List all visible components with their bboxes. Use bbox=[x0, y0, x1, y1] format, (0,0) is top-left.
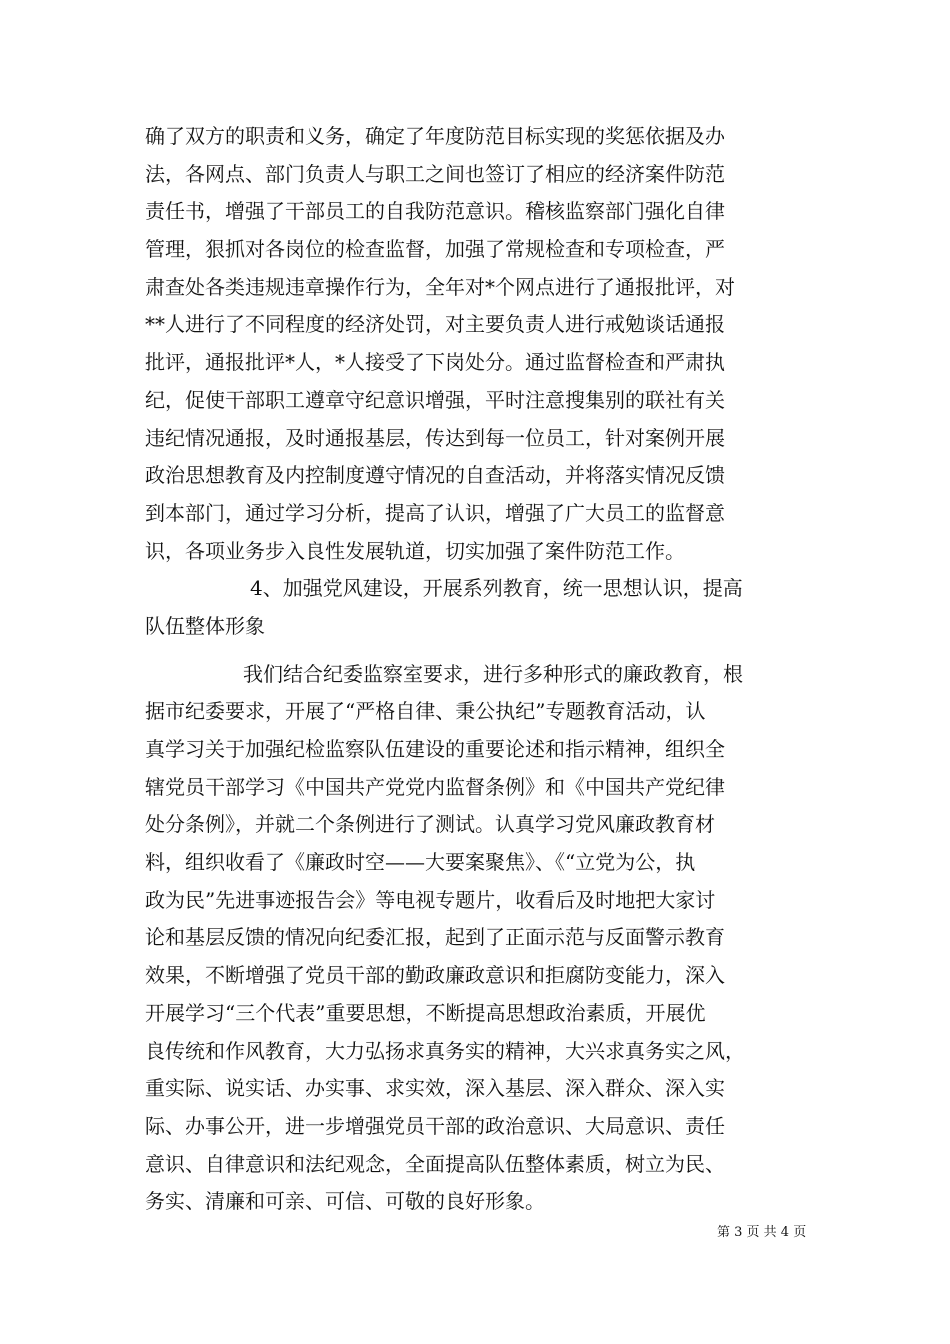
paragraph-line: 政为民”先进事迹报告会》等电视专题片，收看后及时地把大家讨 bbox=[145, 887, 716, 912]
paragraph-line: 重实际、说实话、办实事、求实效，深入基层、深入群众、深入实 bbox=[145, 1076, 725, 1101]
paragraph-line: **人进行了不同程度的经济处罚，对主要负责人进行戒勉谈话通报 bbox=[145, 312, 725, 337]
paragraph-line: 政治思想教育及内控制度遵守情况的自查活动，并将落实情况反馈 bbox=[145, 463, 725, 488]
paragraph-line: 确了双方的职责和义务，确定了年度防范目标实现的奖惩依据及办 bbox=[145, 124, 725, 148]
paragraph-line: 真学习关于加强纪检监察队伍建设的重要论述和指示精神，组织全 bbox=[145, 737, 725, 761]
paragraph-line: 批评，通报批评*人，*人接受了下岗处分。通过监督检查和严肃执 bbox=[145, 350, 725, 375]
paragraph-1 bbox=[145, 118, 815, 570]
paragraph-line: 识，各项业务步入良性发展轨道，切实加强了案件防范工作。 bbox=[145, 538, 685, 563]
paragraph-line: 纪，促使干部职工遵章守纪意识增强，平时注意搜集别的联社有关 bbox=[145, 387, 725, 412]
paragraph-line: 料，组织收看了《廉政时空——大要案聚焦》、《“立党为公，执 bbox=[145, 850, 696, 875]
body-text bbox=[145, 118, 815, 1221]
paragraph-line: 责任书，增强了干部员工的自我防范意识。稽核监察部门强化自律 bbox=[145, 199, 725, 224]
paragraph-line: 效果，不断增强了党员干部的勤政廉政意识和拒腐防变能力，深入 bbox=[145, 963, 725, 988]
spacer bbox=[145, 646, 815, 656]
paragraph-line: 务实、清廉和可亲、可信、可敬的良好形象。 bbox=[145, 1189, 545, 1214]
page-number-footer: 第 3 页 共 4 页 bbox=[717, 1225, 807, 1240]
heading-line: 4、加强党风建设，开展系列教育，统一思想认识，提高 bbox=[250, 576, 743, 601]
paragraph-line: 意识、自律意识和法纪观念，全面提高队伍整体素质，树立为民、 bbox=[145, 1151, 725, 1176]
paragraph-line: 良传统和作风教育，大力弘扬求真务实的精神，大兴求真务实之风， bbox=[145, 1038, 745, 1063]
paragraph-2 bbox=[145, 656, 815, 1221]
paragraph-line: 处分条例》，并就二个条例进行了测试。认真学习党风廉政教育材 bbox=[145, 812, 715, 837]
paragraph-line: 论和基层反馈的情况向纪委汇报，起到了正面示范与反面警示教育 bbox=[145, 925, 725, 950]
paragraph-line: 违纪情况通报，及时通报基层，传达到每一位员工，针对案例开展 bbox=[145, 425, 725, 450]
paragraph-line: 法，各网点、部门负责人与职工之间也签订了相应的经济案件防范 bbox=[145, 161, 725, 186]
section-heading bbox=[145, 570, 815, 645]
paragraph-line: 管理，狠抓对各岗位的检查监督，加强了常规检查和专项检查，严 bbox=[145, 237, 725, 262]
paragraph-line: 开展学习“三个代表”重要思想，不断提高思想政治素质，开展优 bbox=[145, 1000, 706, 1025]
paragraph-line: 际、办事公开，进一步增强党员干部的政治意识、大局意识、责任 bbox=[145, 1113, 725, 1138]
paragraph-line: 辖党员干部学习《中国共产党党内监督条例》和《中国共产党纪律 bbox=[145, 774, 725, 799]
paragraph-line: 肃查处各类违规违章操作行为，全年对*个网点进行了通报批评，对 bbox=[145, 274, 735, 299]
paragraph-line: 我们结合纪委监察室要求，进行多种形式的廉政教育，根 bbox=[243, 661, 743, 686]
paragraph-line: 到本部门，通过学习分析，提高了认识，增强了广大员工的监督意 bbox=[145, 500, 725, 525]
paragraph-line: 据市纪委要求，开展了“严格自律、秉公执纪”专题教育活动，认 bbox=[145, 699, 706, 724]
heading-line: 队伍整体形象 bbox=[145, 613, 265, 638]
